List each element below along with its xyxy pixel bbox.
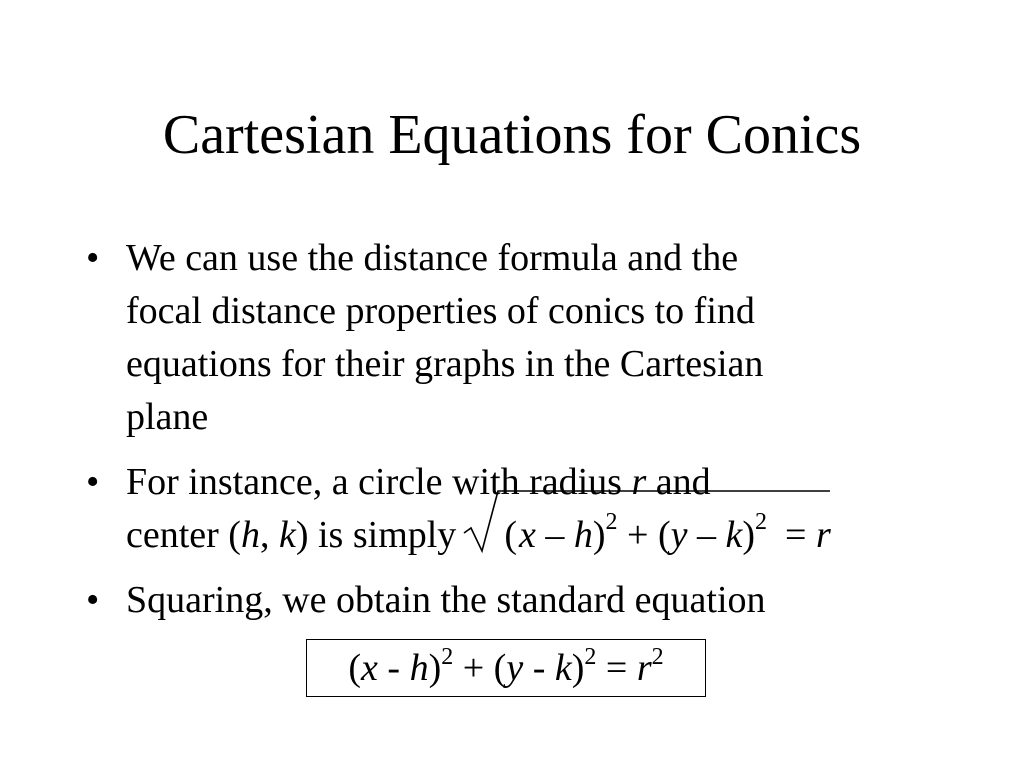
- square-root-symbol: [462, 487, 832, 557]
- bullet-item-2: [86, 456, 946, 562]
- bullet-marker: •: [86, 579, 100, 621]
- radius-variable: r: [631, 461, 647, 503]
- equals-r: = r: [785, 514, 831, 556]
- bullet-2-text: For instance, a circle with radius: [126, 461, 632, 503]
- center-comma: ,: [259, 514, 279, 556]
- bullet-list: [86, 232, 946, 639]
- center-text: center (: [126, 514, 241, 556]
- bullet-2-line-2: [126, 509, 946, 562]
- bullet-1-line-1: We can use the distance formula and the: [126, 237, 739, 279]
- center-h: h: [240, 514, 260, 556]
- bullet-3-line-1: Squaring, we obtain the standard equation: [126, 579, 766, 621]
- standard-equation-box: $(x - h)^2 + (y - k)^2 = r^2$: [306, 639, 706, 697]
- bullet-item-1: [86, 232, 946, 444]
- bullet-2-text-end: and: [646, 461, 711, 503]
- bullet-1-line-2: focal distance properties of conics to find: [126, 290, 755, 332]
- distance-formula: [462, 509, 830, 562]
- bullet-1-line-3: equations for their graphs in the Cartesian: [126, 343, 764, 385]
- bullet-1-line-4: plane: [126, 396, 209, 438]
- bullet-item-3: [86, 574, 946, 627]
- slide-title: Cartesian Equations for Conics: [162, 104, 862, 166]
- center-end: ) is simply: [295, 514, 457, 556]
- bullet-marker: •: [86, 461, 100, 503]
- bullet-marker: •: [86, 237, 100, 279]
- center-k: k: [278, 514, 296, 556]
- radicand: (x – h)$^2$ + (y – k)$^2$: [504, 509, 767, 556]
